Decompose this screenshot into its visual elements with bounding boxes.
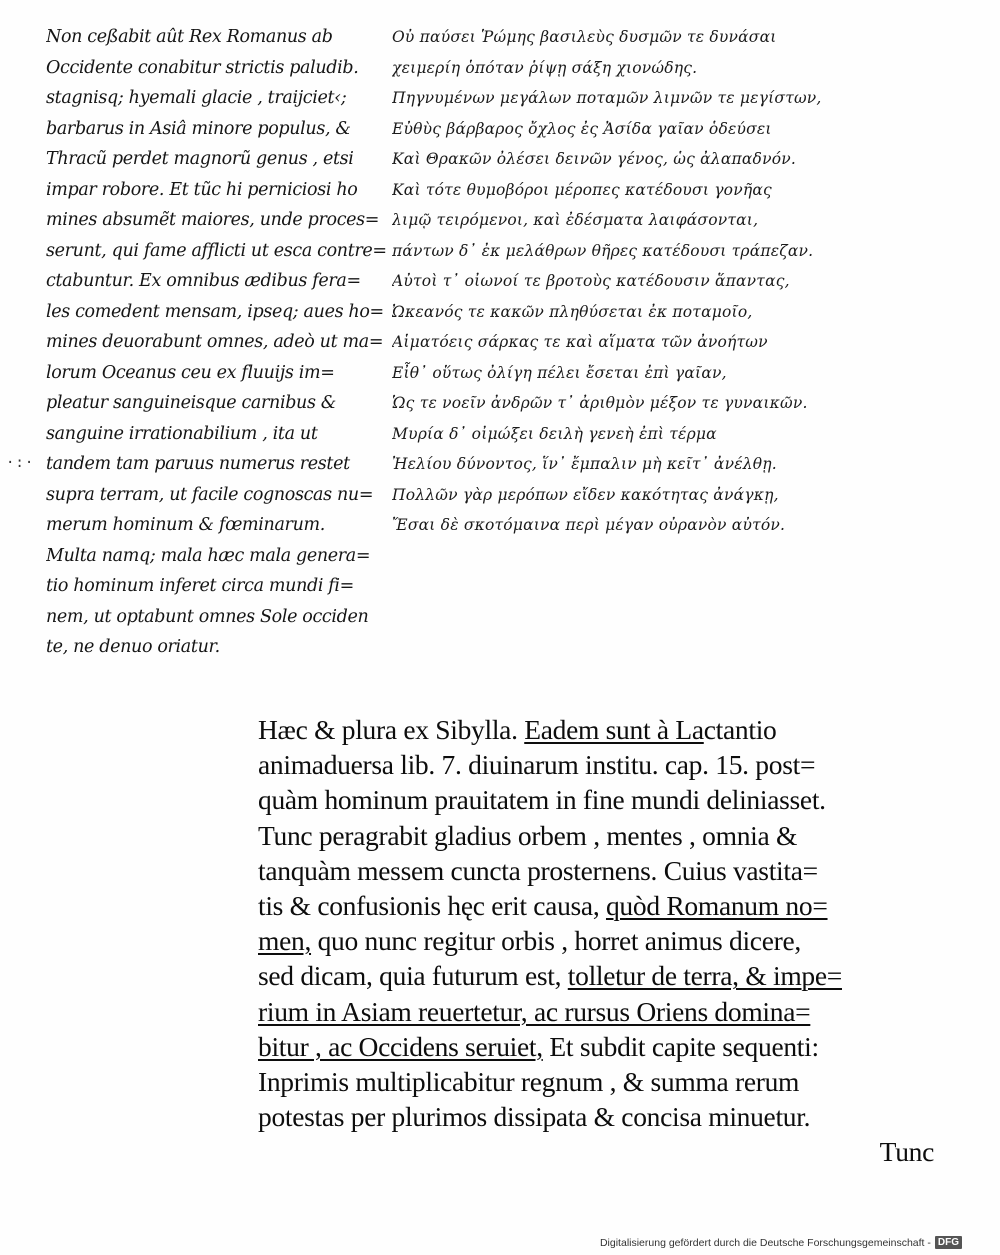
catchword: Tunc [879, 1136, 934, 1168]
latin-column-line: mines absumẽt maiores, unde proces= [46, 210, 380, 230]
commentary-line [258, 888, 948, 923]
lactantius-commentary [258, 712, 948, 1170]
dfg-logo: DFG [935, 1236, 962, 1249]
latin-column-line: Occidente conabitur strictis paludib. [46, 57, 359, 78]
greek-verse-line: Πηγνυμένων μεγάλων ποταμῶν λιμνῶν τε μεγίστων, [392, 89, 822, 107]
latin-column-line: ctabuntur. Ex omnibus ædibus fera= [46, 271, 361, 291]
greek-verse-line: Οὐ παύσει Ῥώμης βασιλεὺς δυσμῶν τε δυνάσαι [392, 28, 777, 46]
commentary-text: tis & confusionis hęc erit causa, [258, 890, 606, 922]
commentary-line: tanquàm messem cuncta prosternens. Cuius vastita= [258, 854, 818, 886]
commentary-line: animaduersa lib. 7. diuinarum institu. cap. 15. post= [258, 749, 816, 781]
underlined-passage: quòd Romanum no= [605, 890, 828, 922]
latin-column-line: sanguine irrationabilium , ita ut [46, 423, 318, 444]
latin-column-line: Multa namq; mala hæc mala genera= [46, 545, 371, 566]
commentary-line [258, 994, 948, 1029]
commentary-line: Inprimis multiplicabitur regnum , & summa rerum [258, 1066, 800, 1098]
latin-column-line: impar robore. Et tũc hi perniciosi ho [46, 179, 358, 200]
commentary-line: quàm hominum prauitatem in fine mundi deliniasset. [258, 784, 826, 816]
greek-verse-column [392, 22, 932, 541]
latin-column-line: tio hominum inferet circa mundi fi= [46, 576, 354, 596]
latin-column-line: les comedent mensam, ipseq; aues ho= [46, 301, 384, 322]
greek-verse-line: Πολλῶν γὰρ μερόπων εἴδεν κακότητας ἀνάγκῃ, [392, 485, 779, 504]
underlined-passage: men, [258, 925, 312, 957]
commentary-text: quo nunc regitur orbis , horret animus dicere, [311, 925, 801, 957]
commentary-line [258, 923, 948, 958]
greek-verse-line: Αἱματόεις σάρκας τε καὶ αἵματα τῶν ἀνοήτων [392, 333, 768, 351]
commentary-line [258, 1029, 948, 1064]
latin-column-line: Non ceßabit aût Rex Romanus ab [46, 27, 333, 47]
margin-marks: ·:· [6, 455, 35, 471]
digitization-credit [600, 1236, 962, 1249]
commentary-text: Hæc & plura ex Sibylla. [258, 714, 525, 745]
latin-column-line: serunt, qui fame afflicti ut esca contre= [46, 240, 387, 261]
commentary-line [258, 958, 948, 993]
latin-translation-column [46, 22, 391, 663]
commentary-line: potestas per plurimos dissipata & concisa minuetur. [258, 1101, 811, 1133]
greek-verse-line: χειμερίη ὁπόταν ῥίψῃ σάξη χιονώδης. [392, 58, 698, 77]
underlined-passage: tolletur de terra, & impe= [567, 960, 842, 992]
greek-verse-line: Εἶθ᾽ οὕτως ὀλίγη πέλει ἔσεται ἐπὶ γαῖαν, [392, 363, 727, 382]
latin-column-line: tandem tam paruus numerus restet [46, 454, 350, 474]
latin-column-line: barbarus in Asiâ minore populus, & [46, 118, 351, 139]
greek-verse-line: Ὡς τε νοεῖν ἀνδρῶν τ᾽ ἀριθμὸν μέξον τε γυναικῶν. [392, 394, 808, 412]
greek-verse-line: Ἠελίου δύνοντος, ἵν᾽ ἔμπαλιν μὴ κεῖτ᾽ ἀνέλθῃ. [392, 455, 777, 473]
greek-verse-line: Εὐθὺς βάρβαρος ὄχλος ἐς Ἀσίδα γαῖαν ὁδεύσει [392, 119, 772, 138]
commentary-line [258, 712, 948, 747]
greek-verse-line: λιμῷ τειρόμενοι, καὶ ἐδέσματα λαιφάσονται, [392, 211, 759, 229]
commentary-text: sed dicam, quia futurum est, [258, 960, 568, 992]
latin-column-line: Thracũ perdet magnorũ genus , etsi [46, 149, 354, 169]
latin-column-line: mines deuorabunt omnes, adeò ut ma= [46, 332, 384, 352]
commentary-text: ctantio [703, 714, 777, 745]
latin-column-line: nem, ut optabunt omnes Sole occiden [46, 606, 369, 627]
underlined-passage: Eadem sunt à La [524, 714, 704, 745]
latin-column-line: lorum Oceanus ceu ex fluuijs im= [46, 362, 335, 383]
credit-text: Digitalisierung gefördert durch die Deutsche Forschungsgemeinschaft - [599, 1236, 931, 1249]
greek-verse-line: πάντων δ᾽ ἐκ μελάθρων θῆρες κατέδουσι τράπεζαν. [392, 241, 814, 260]
greek-verse-line: Ὠκεανός τε κακῶν πληθύσεται ἐκ ποταμοῖο, [392, 302, 753, 321]
latin-column-line: pleatur sanguineisque carnibus & [46, 393, 337, 413]
latin-column-line: te, ne denuo oriatur. [46, 637, 220, 657]
greek-verse-line: Καὶ τότε θυμοβόροι μέροπες κατέδουσι γονῆας [392, 180, 772, 199]
commentary-text: Et subdit capite sequenti: [542, 1030, 819, 1062]
greek-verse-line: Ἔσαι δὲ σκοτόμαινα περὶ μέγαν οὐρανὸν αὐτόν. [392, 516, 786, 534]
greek-verse-line: Αὐτοὶ τ᾽ οἰωνοί τε βροτοὺς κατέδουσιν ἅπαντας, [392, 272, 790, 290]
latin-column-line: merum hominum & fœminarum. [46, 515, 325, 535]
latin-column-line: supra terram, ut facile cognoscas nu= [46, 484, 374, 505]
commentary-line: Tunc peragrabit gladius orbem , mentes , omnia & [258, 819, 798, 851]
greek-verse-line: Καὶ Θρακῶν ὀλέσει δεινῶν γένος, ὡς ἀλαπαδνόν. [392, 150, 796, 168]
underlined-passage: bitur , ac Occidens seruiet, [258, 1030, 543, 1062]
underlined-passage: rium in Asiam reuertetur, ac rursus Oriens domina= [258, 995, 811, 1027]
greek-verse-line: Μυρία δ᾽ οἰμώξει δειλὴ γενεὴ ἐπὶ τέρμα [392, 424, 717, 443]
latin-column-line: stagnisq; hyemali glacie , traijciet‹; [46, 88, 347, 108]
